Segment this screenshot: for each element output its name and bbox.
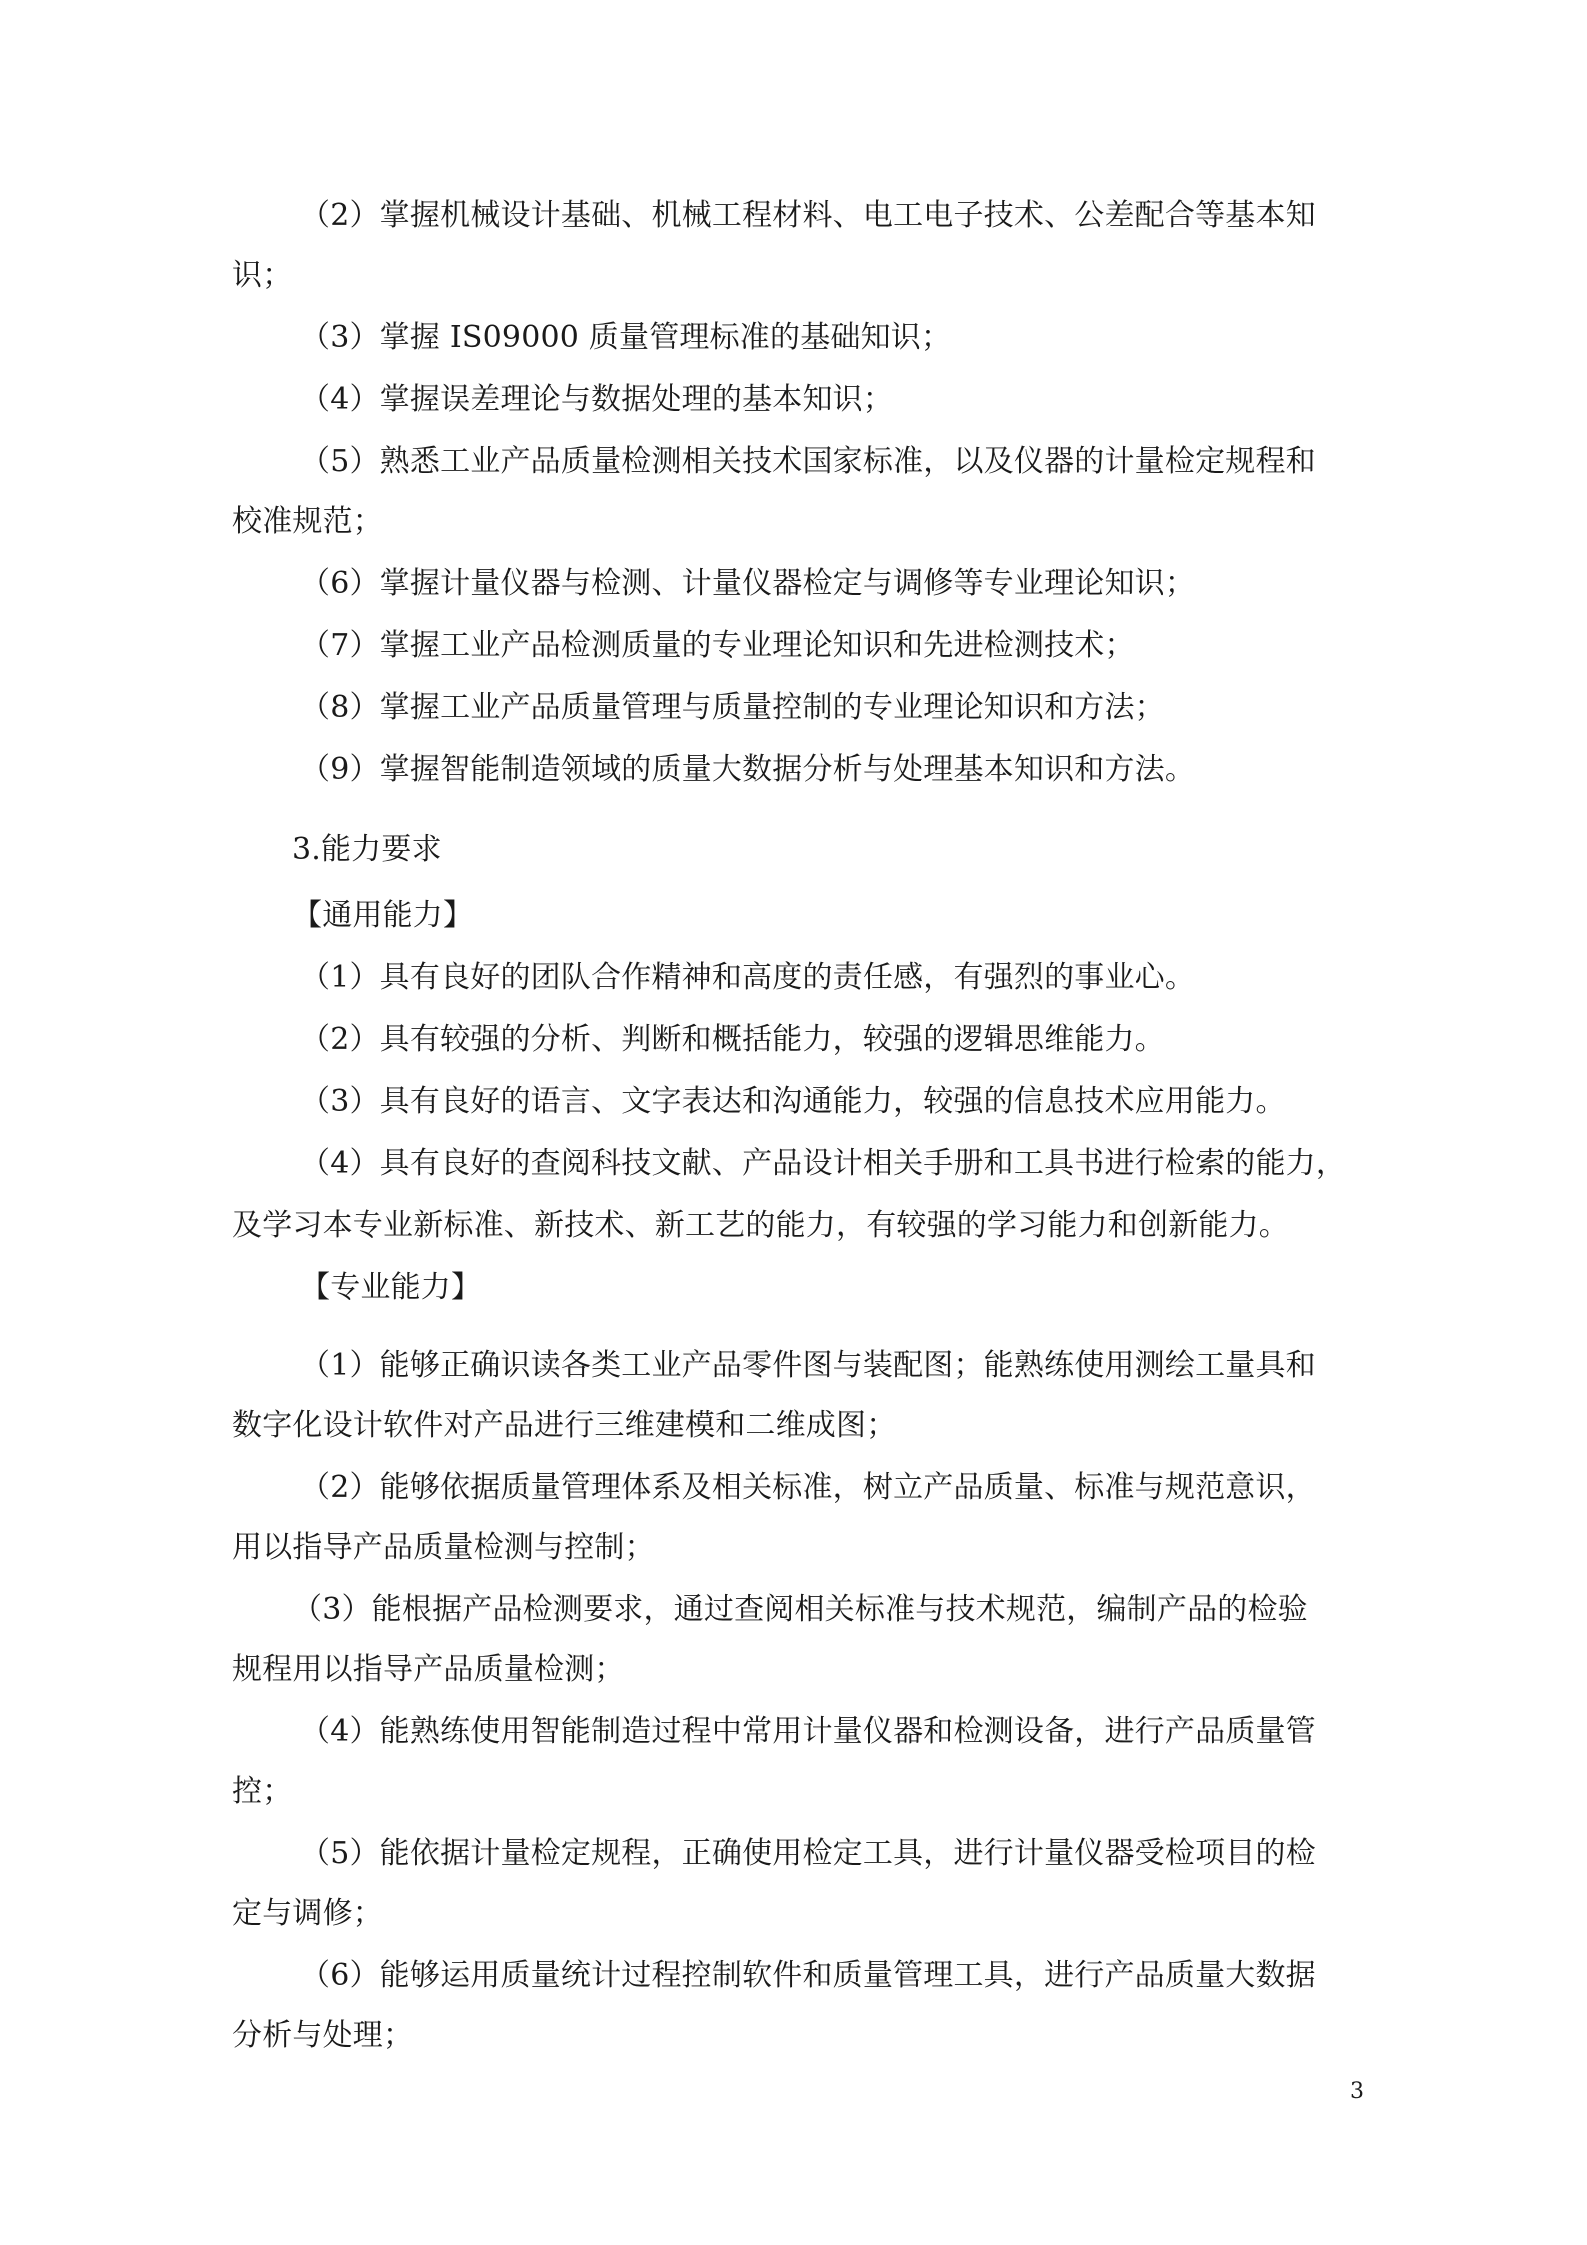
knowledge-item-8: （8）掌握工业产品质量管理与质量控制的专业理论知识和方法； xyxy=(300,690,1165,725)
professional-ability-item-1-line-1: （1）能够正确识读各类工业产品零件图与装配图；能熟练使用测绘工量具和 xyxy=(300,1348,1316,1383)
professional-ability-item-2-line-1: （2）能够依据质量管理体系及相关标准，树立产品质量、标准与规范意识， xyxy=(300,1470,1316,1505)
knowledge-item-2-line-1: （2）掌握机械设计基础、机械工程材料、电工电子技术、公差配合等基本知 xyxy=(300,198,1316,233)
professional-ability-item-5-line-1: （5）能依据计量检定规程，正确使用检定工具，进行计量仪器受检项目的检 xyxy=(300,1836,1316,1871)
professional-ability-item-3-line-1: （3）能根据产品检测要求，通过查阅相关标准与技术规范，编制产品的检验 xyxy=(292,1592,1308,1627)
professional-ability-item-3-line-2: 规程用以指导产品质量检测； xyxy=(232,1652,625,1687)
professional-ability-item-2-line-2: 用以指导产品质量检测与控制； xyxy=(232,1530,655,1565)
knowledge-item-6: （6）掌握计量仪器与检测、计量仪器检定与调修等专业理论知识； xyxy=(300,566,1196,601)
professional-ability-item-6-line-2: 分析与处理； xyxy=(232,2018,414,2053)
general-ability-heading: 【通用能力】 xyxy=(292,898,474,933)
knowledge-item-5-line-1: （5）熟悉工业产品质量检测相关技术国家标准，以及仪器的计量检定规程和 xyxy=(300,444,1316,479)
professional-ability-item-5-line-2: 定与调修； xyxy=(232,1896,383,1931)
professional-ability-item-6-line-1: （6）能够运用质量统计过程控制软件和质量管理工具，进行产品质量大数据 xyxy=(300,1958,1316,1993)
knowledge-item-7: （7）掌握工业产品检测质量的专业理论知识和先进检测技术； xyxy=(300,628,1135,663)
general-ability-item-4-line-2: 及学习本专业新标准、新技术、新工艺的能力，有较强的学习能力和创新能力。 xyxy=(232,1208,1289,1243)
page-number: 3 xyxy=(1350,2079,1364,2104)
knowledge-item-3: （3）掌握 IS09000 质量管理标准的基础知识； xyxy=(300,320,952,355)
knowledge-item-2-line-2: 识； xyxy=(232,258,293,293)
section-heading-ability: 3.能力要求 xyxy=(292,832,442,867)
knowledge-item-4: （4）掌握误差理论与数据处理的基本知识； xyxy=(300,382,894,417)
knowledge-item-5-line-2: 校准规范； xyxy=(232,504,383,539)
professional-ability-heading: 【专业能力】 xyxy=(300,1270,482,1305)
general-ability-item-1: （1）具有良好的团队合作精神和高度的责任感，有强烈的事业心。 xyxy=(300,960,1196,995)
general-ability-item-4-line-1: （4）具有良好的查阅科技文献、产品设计相关手册和工具书进行检索的能力， xyxy=(300,1146,1347,1181)
general-ability-item-2: （2）具有较强的分析、判断和概括能力，较强的逻辑思维能力。 xyxy=(300,1022,1165,1057)
professional-ability-item-4-line-1: （4）能熟练使用智能制造过程中常用计量仪器和检测设备，进行产品质量管 xyxy=(300,1714,1316,1749)
professional-ability-item-4-line-2: 控； xyxy=(232,1774,293,1809)
knowledge-item-9: （9）掌握智能制造领域的质量大数据分析与处理基本知识和方法。 xyxy=(300,752,1196,787)
general-ability-item-3: （3）具有良好的语言、文字表达和沟通能力，较强的信息技术应用能力。 xyxy=(300,1084,1286,1119)
professional-ability-item-1-line-2: 数字化设计软件对产品进行三维建模和二维成图； xyxy=(232,1408,897,1443)
